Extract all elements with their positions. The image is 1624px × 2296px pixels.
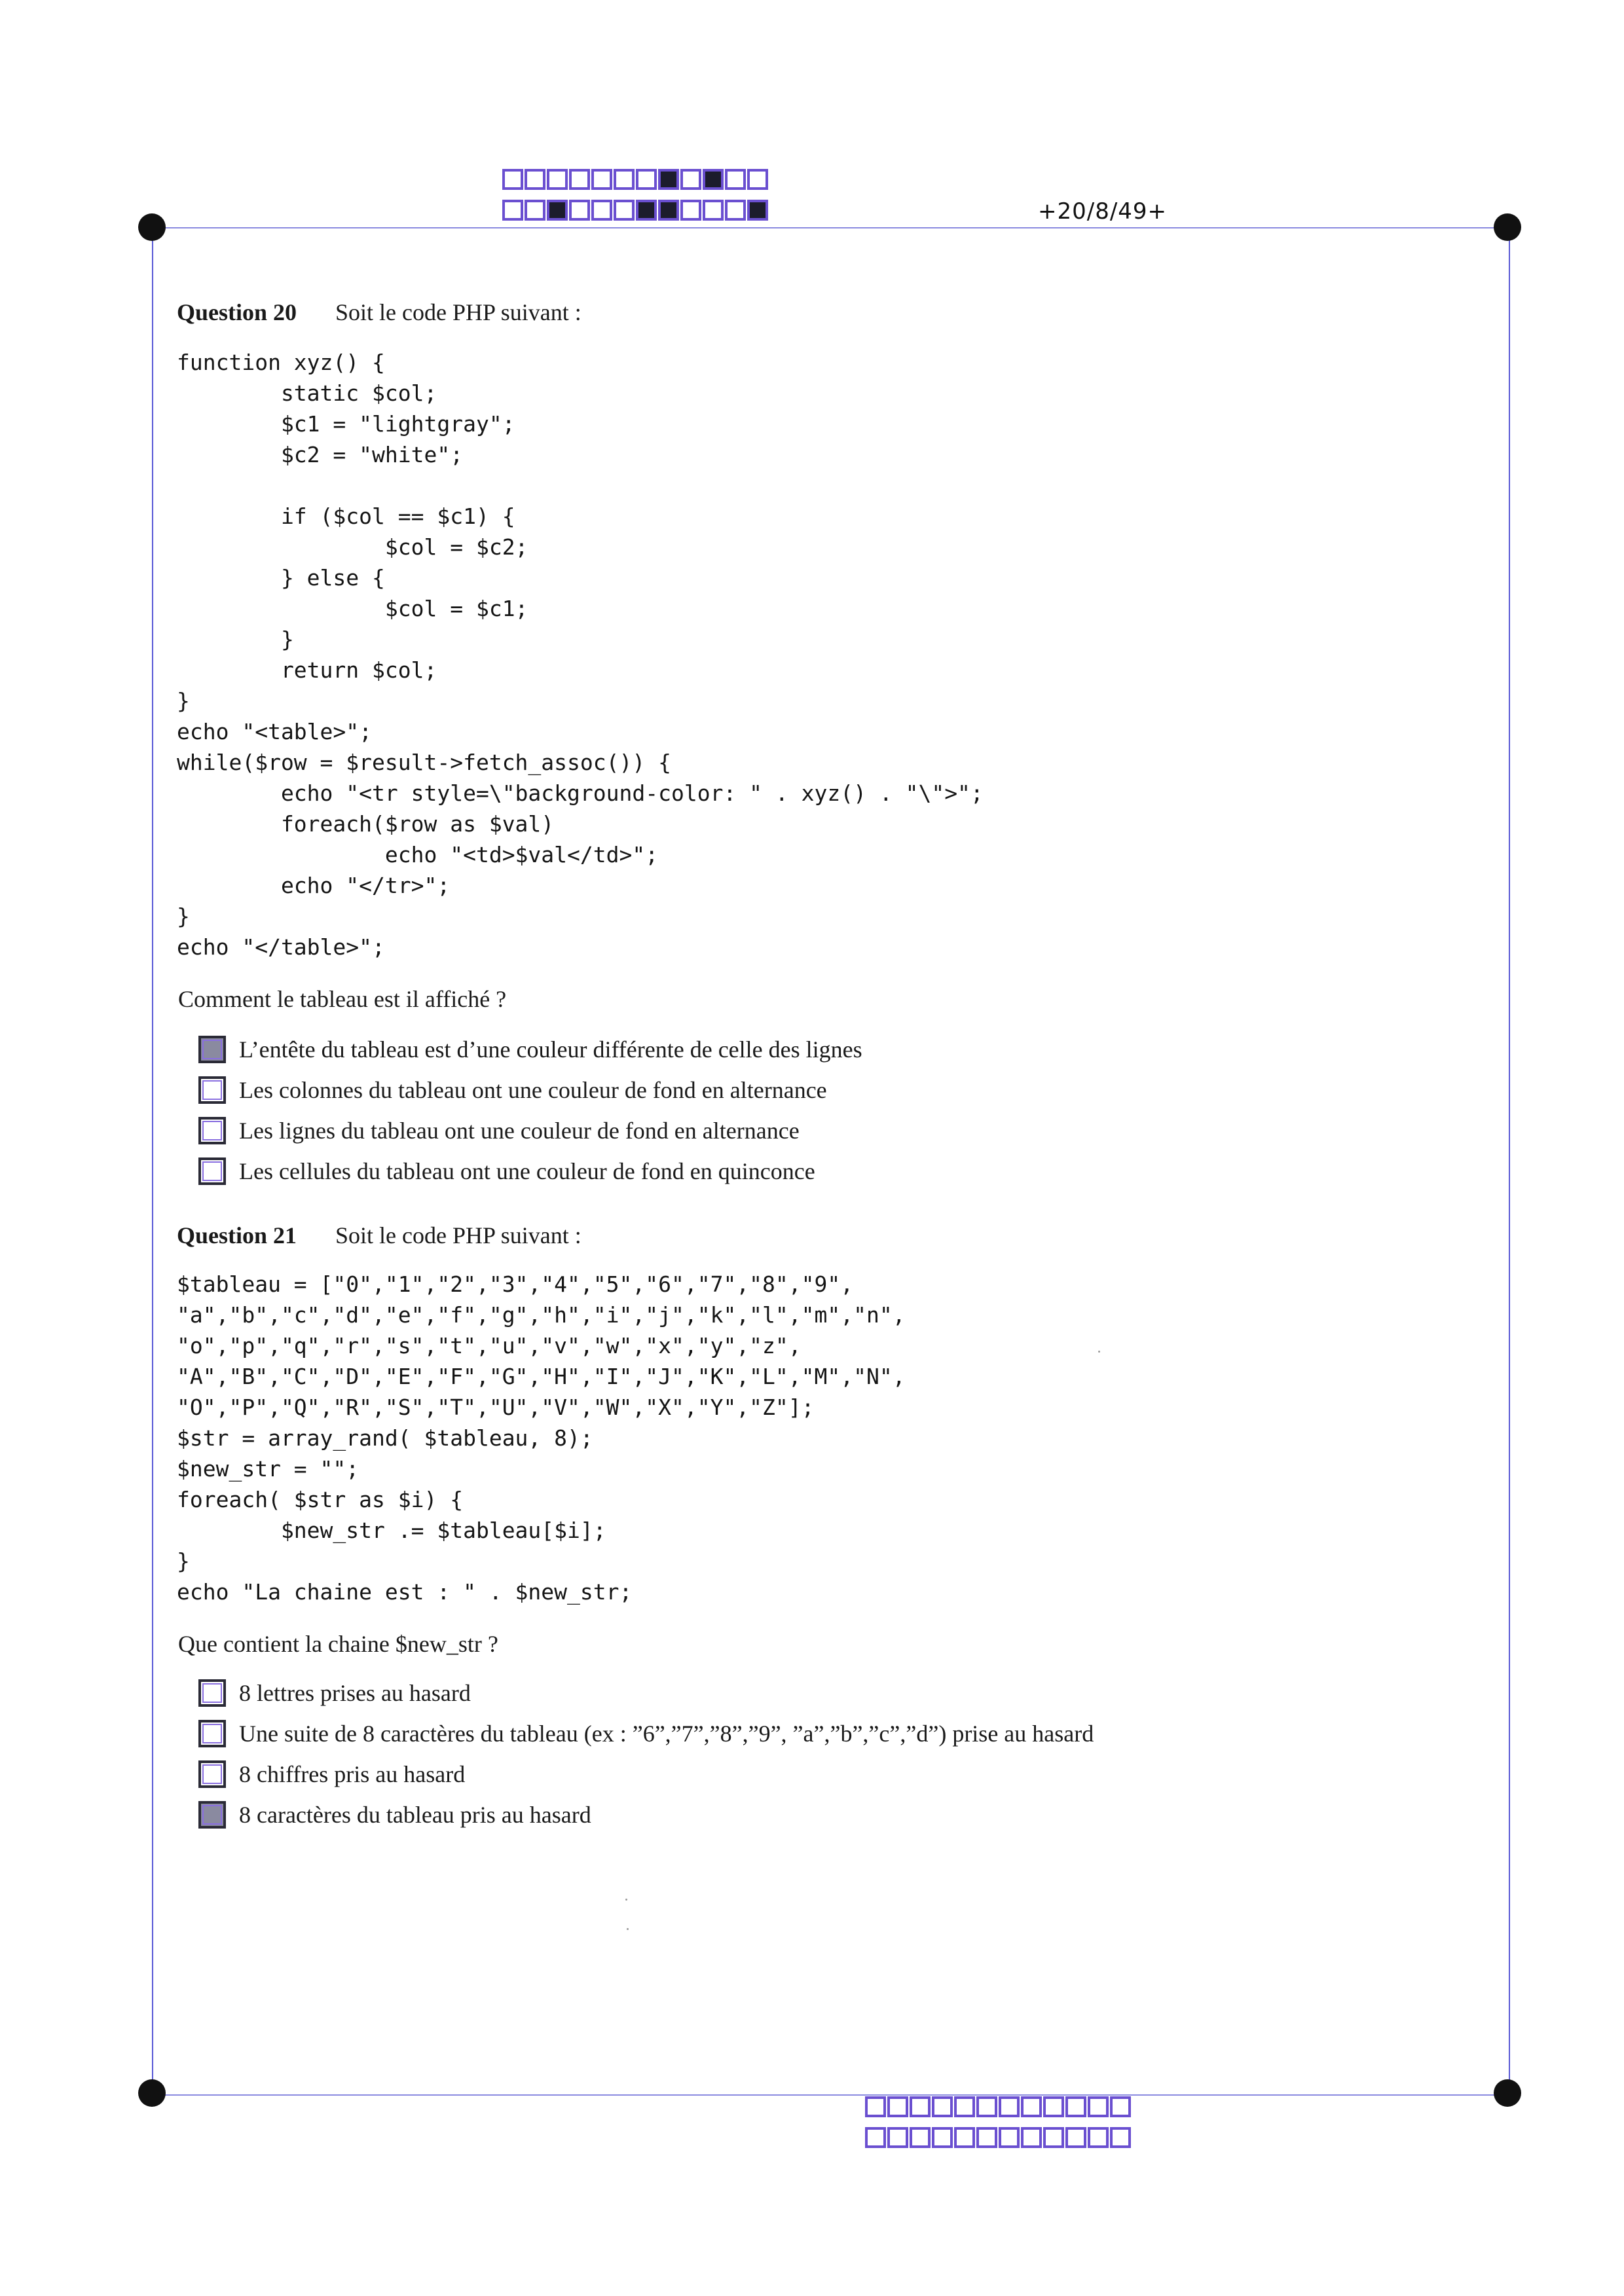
barcode-cell: [614, 200, 635, 221]
answer-label: 8 chiffres pris au hasard: [239, 1761, 466, 1787]
answer-checkbox[interactable]: [198, 1760, 226, 1788]
registration-mark-top-left: [138, 213, 166, 241]
barcode-cell: [932, 2127, 953, 2148]
barcode-cell: [525, 169, 545, 190]
barcode-cell: [725, 200, 746, 221]
barcode-cell: [614, 169, 635, 190]
barcode-cell: [999, 2127, 1020, 2148]
barcode-cell: [703, 169, 724, 190]
barcode-cell: [591, 200, 612, 221]
barcode-cell: [1110, 2127, 1131, 2148]
answer-checkbox[interactable]: [198, 1076, 226, 1104]
scan-speck: [1098, 1351, 1100, 1353]
barcode-cell: [865, 2096, 886, 2117]
page-id-code: +20/8/49+: [1038, 198, 1168, 225]
answer-label: Les cellules du tableau ont une couleur de fond en quinconce: [239, 1158, 815, 1184]
barcode-cell: [910, 2096, 931, 2117]
barcode-cell: [636, 200, 657, 221]
barcode-cell: [658, 169, 679, 190]
top-barcode-row-2: [502, 200, 769, 221]
question-20-answer-2[interactable]: [198, 1076, 827, 1104]
answer-label: Les lignes du tableau ont une couleur de fond en alternance: [239, 1118, 800, 1144]
barcode-cell: [1088, 2127, 1109, 2148]
question-21-answer-2[interactable]: [198, 1720, 1094, 1747]
scan-speck: [625, 1899, 627, 1901]
scan-speck: [627, 1928, 629, 1930]
barcode-cell: [525, 200, 545, 221]
question-20-code: function xyz() { static $col; $c1 = "lightgray"; $c2 = "white"; if ($col == $c1) { $col = $c2; } else { $col = $c1; } return $col; } echo "<table>"; while($row = $result->fetch_assoc()) { echo "<tr style=\"background-color: " . xyz() . "\">"; foreach($row as $val) echo "<td>$val</td>"; echo "</tr>"; } echo "</table>";: [177, 350, 984, 960]
question-21-header: [177, 1222, 581, 1249]
barcode-cell: [569, 169, 590, 190]
question-20-header: [177, 299, 581, 326]
question-intro: Soit le code PHP suivant :: [335, 299, 581, 325]
barcode-cell: [954, 2127, 975, 2148]
barcode-cell: [976, 2096, 997, 2117]
answer-label: 8 lettres prises au hasard: [239, 1680, 471, 1706]
barcode-cell: [1021, 2096, 1042, 2117]
question-21-prompt: Que contient la chaine $new_str ?: [178, 1631, 498, 1657]
answer-checkbox[interactable]: [198, 1036, 226, 1063]
question-number: Question 20: [177, 299, 297, 325]
barcode-cell: [747, 200, 768, 221]
barcode-cell: [569, 200, 590, 221]
bottom-barcode-row-2: [865, 2127, 1132, 2148]
barcode-cell: [999, 2096, 1020, 2117]
question-20-answer-3[interactable]: [198, 1117, 800, 1144]
question-20-answer-4[interactable]: [198, 1157, 815, 1185]
registration-mark-bottom-right: [1494, 2079, 1521, 2107]
question-21-answer-1[interactable]: [198, 1679, 471, 1707]
barcode-cell: [547, 169, 568, 190]
barcode-cell: [1065, 2127, 1086, 2148]
answer-label: L’entête du tableau est d’une couleur différente de celle des lignes: [239, 1036, 862, 1063]
registration-mark-top-right: [1494, 213, 1521, 241]
barcode-cell: [932, 2096, 953, 2117]
question-20-answer-1[interactable]: [198, 1036, 862, 1063]
barcode-cell: [910, 2127, 931, 2148]
registration-mark-bottom-left: [138, 2079, 166, 2107]
question-21-code: $tableau = ["0","1","2","3","4","5","6","7","8","9", "a","b","c","d","e","f","g","h","i","j","k","l","m","n", "o","p","q","r","s","t","u","v","w","x","y","z", "A","B","C","D","E","F","G","H","I","J","K","L","M","N", "O","P","Q","R","S","T","U","V","W","X","Y","Z"]; $str = array_rand( $tableau, 8); $new_str = ""; foreach( $str as $i) { $new_str .= $tableau[$i]; } echo "La chaine est : " . $new_str;: [177, 1271, 906, 1605]
question-21-answer-3[interactable]: [198, 1760, 465, 1788]
question-21-answer-4[interactable]: [198, 1801, 591, 1829]
answer-checkbox[interactable]: [198, 1720, 226, 1747]
barcode-cell: [547, 200, 568, 221]
answer-checkbox[interactable]: [198, 1117, 226, 1144]
barcode-cell: [954, 2096, 975, 2117]
barcode-cell: [887, 2127, 908, 2148]
barcode-cell: [591, 169, 612, 190]
barcode-cell: [680, 169, 701, 190]
barcode-cell: [1065, 2096, 1086, 2117]
barcode-cell: [747, 169, 768, 190]
barcode-cell: [502, 169, 523, 190]
barcode-cell: [703, 200, 724, 221]
barcode-cell: [1043, 2127, 1064, 2148]
barcode-cell: [725, 169, 746, 190]
barcode-cell: [680, 200, 701, 221]
answer-checkbox[interactable]: [198, 1157, 226, 1185]
barcode-cell: [1021, 2127, 1042, 2148]
top-barcode-row-1: [502, 169, 769, 190]
barcode-cell: [887, 2096, 908, 2117]
answer-label: Une suite de 8 caractères du tableau (ex : ”6”,”7”,”8”,”9”, ”a”,”b”,”c”,”d”) prise au hasard: [239, 1721, 1094, 1747]
barcode-cell: [1110, 2096, 1131, 2117]
barcode-cell: [1088, 2096, 1109, 2117]
barcode-cell: [1043, 2096, 1064, 2117]
barcode-cell: [658, 200, 679, 221]
barcode-cell: [976, 2127, 997, 2148]
question-number: Question 21: [177, 1222, 297, 1248]
bottom-barcode-row-1: [865, 2096, 1132, 2117]
barcode-cell: [502, 200, 523, 221]
answer-label: 8 caractères du tableau pris au hasard: [239, 1802, 591, 1828]
answer-checkbox[interactable]: [198, 1801, 226, 1829]
answer-label: Les colonnes du tableau ont une couleur de fond en alternance: [239, 1077, 827, 1103]
question-20-prompt: Comment le tableau est il affiché ?: [178, 986, 507, 1012]
barcode-cell: [636, 169, 657, 190]
question-intro: Soit le code PHP suivant :: [335, 1222, 581, 1248]
answer-checkbox[interactable]: [198, 1679, 226, 1707]
barcode-cell: [865, 2127, 886, 2148]
